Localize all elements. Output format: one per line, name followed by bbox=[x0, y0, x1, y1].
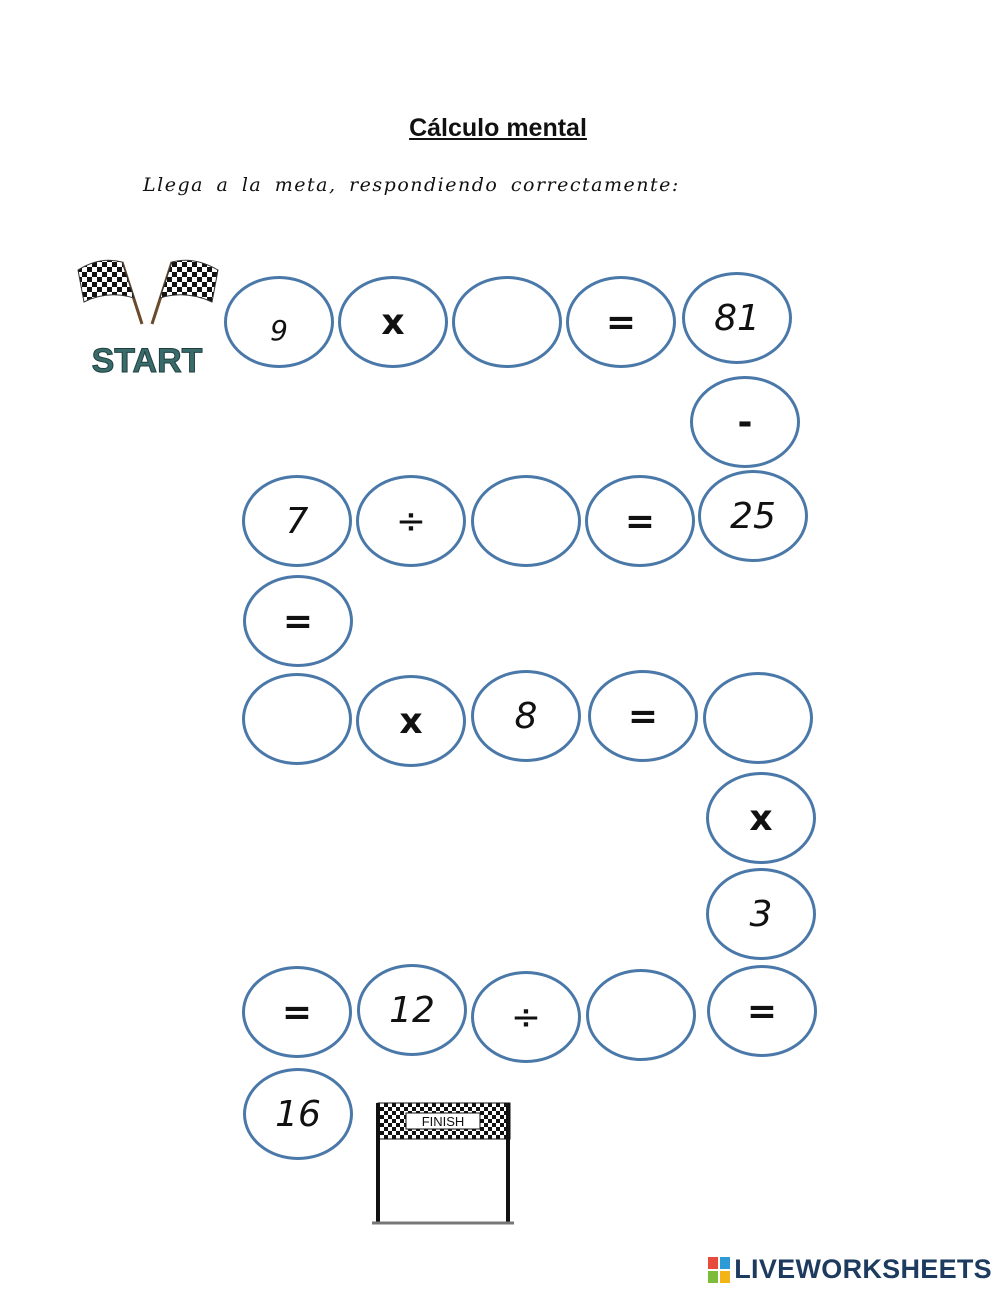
grid-cell bbox=[242, 966, 352, 1058]
cell-value: ÷ bbox=[395, 500, 427, 542]
grid-cell bbox=[698, 470, 808, 562]
grid-cell bbox=[471, 670, 581, 762]
grid-cell bbox=[682, 272, 792, 364]
cell-value: = bbox=[605, 301, 637, 343]
cell-value: 9 bbox=[270, 313, 288, 347]
start-flags-icon bbox=[72, 252, 222, 382]
cell-value: = bbox=[746, 990, 778, 1032]
answer-field[interactable] bbox=[452, 276, 562, 368]
finish-line-icon bbox=[368, 1095, 518, 1230]
cell-value: = bbox=[282, 600, 314, 642]
cell-value: x bbox=[399, 700, 423, 742]
finish-label: FINISH bbox=[421, 1114, 465, 1129]
grid-cell bbox=[566, 276, 676, 368]
cell-value: - bbox=[737, 401, 753, 443]
cell-value: = bbox=[627, 695, 659, 737]
grid-cell bbox=[242, 475, 352, 567]
grid-cell bbox=[585, 475, 695, 567]
grid-cell bbox=[338, 276, 448, 368]
cell-value: x bbox=[381, 301, 405, 343]
answer-field[interactable] bbox=[586, 969, 696, 1061]
cell-value: 8 bbox=[514, 695, 538, 737]
page-title: Cálculo mental bbox=[409, 114, 587, 142]
grid-cell bbox=[356, 475, 466, 567]
instructions: Llega a la meta, respondiendo correctamente: bbox=[143, 174, 680, 196]
brand-logo bbox=[708, 1254, 992, 1285]
cell-value: 16 bbox=[275, 1093, 321, 1135]
cell-value: x bbox=[749, 797, 773, 839]
answer-field[interactable] bbox=[471, 475, 581, 567]
grid-cell bbox=[588, 670, 698, 762]
grid-cell bbox=[706, 868, 816, 960]
brand-name: LIVEWORKSHEETS bbox=[734, 1254, 992, 1284]
cell-value: 7 bbox=[285, 500, 309, 542]
grid-cell bbox=[471, 971, 581, 1063]
grid-cell bbox=[356, 675, 466, 767]
answer-field[interactable] bbox=[242, 673, 352, 765]
cell-value: 12 bbox=[389, 989, 435, 1031]
grid-cell bbox=[707, 965, 817, 1057]
cell-value: 3 bbox=[749, 893, 773, 935]
grid-cell bbox=[243, 1068, 353, 1160]
cell-value: 81 bbox=[714, 297, 760, 339]
cell-value: ÷ bbox=[510, 996, 542, 1038]
answer-field[interactable] bbox=[703, 672, 813, 764]
cell-value: 25 bbox=[730, 495, 776, 537]
grid-cell bbox=[357, 964, 467, 1056]
grid-cell bbox=[706, 772, 816, 864]
cell-value: = bbox=[281, 991, 313, 1033]
grid-cell bbox=[243, 575, 353, 667]
cell-value: = bbox=[624, 500, 656, 542]
grid-cell bbox=[224, 276, 334, 368]
start-label: START bbox=[91, 342, 203, 380]
liveworksheets-logo-icon bbox=[708, 1257, 730, 1283]
grid-cell bbox=[690, 376, 800, 468]
